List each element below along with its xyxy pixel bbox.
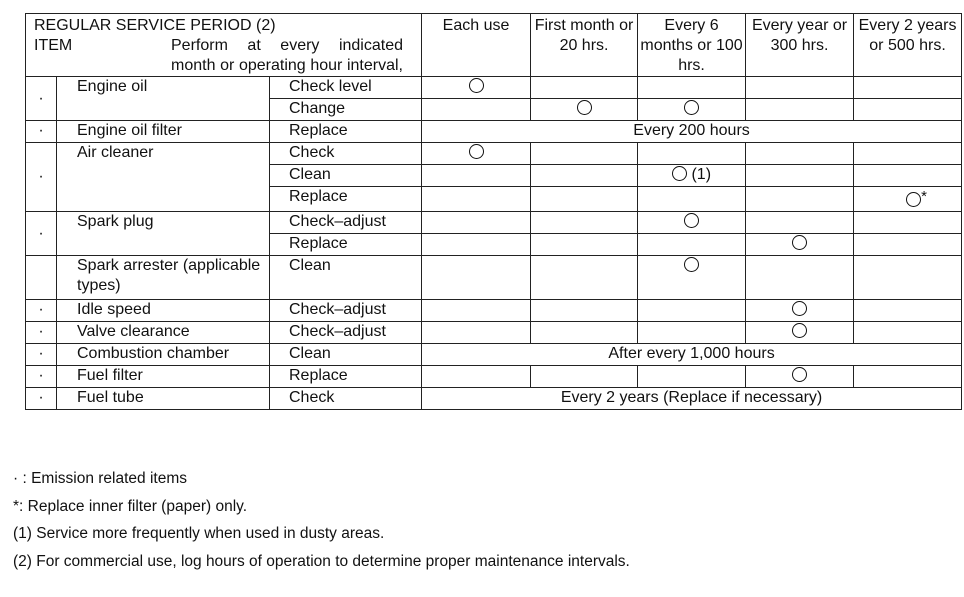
schedule-cell: [746, 187, 854, 212]
item-name: Engine oil filter: [57, 121, 270, 143]
item-action: Replace: [270, 366, 422, 388]
schedule-cell: [531, 322, 638, 344]
item-name: Air cleaner: [57, 143, 270, 212]
schedule-cell: [531, 212, 638, 234]
item-name: Combustion chamber: [57, 344, 270, 366]
schedule-cell: [854, 99, 962, 121]
schedule-cell: [746, 143, 854, 165]
interval-span-text: Every 2 years (Replace if necessary): [422, 388, 962, 410]
col-first-month: First month or 20 hrs.: [531, 14, 638, 77]
schedule-mark-cell: [638, 256, 746, 300]
schedule-cell: [854, 234, 962, 256]
schedule-cell: [638, 366, 746, 388]
schedule-cell: [531, 77, 638, 99]
schedule-cell: [422, 187, 531, 212]
schedule-cell: [638, 143, 746, 165]
schedule-cell: [531, 143, 638, 165]
schedule-cell: [531, 165, 638, 187]
service-period-label: REGULAR SERVICE PERIOD (2): [34, 17, 276, 34]
circle-mark-icon: [684, 213, 699, 228]
schedule-mark-cell: [422, 143, 531, 165]
circle-mark-icon: [906, 192, 921, 207]
header-row: [26, 14, 962, 77]
item-name: Valve clearance: [57, 322, 270, 344]
schedule-cell: [531, 300, 638, 322]
circle-mark-icon: [469, 144, 484, 159]
schedule-cell: [746, 212, 854, 234]
item-action: Check–adjust: [270, 322, 422, 344]
schedule-cell: [531, 256, 638, 300]
item-label: ITEM: [34, 37, 73, 54]
schedule-cell: [854, 300, 962, 322]
circle-mark-icon: [792, 323, 807, 338]
emission-dot: ·: [26, 300, 57, 322]
schedule-cell: [854, 256, 962, 300]
schedule-cell: [422, 300, 531, 322]
item-action: Check: [270, 143, 422, 165]
item-action: Clean: [270, 256, 422, 300]
table-row: [26, 212, 962, 234]
item-name: Engine oil: [57, 77, 270, 121]
schedule-mark-cell: [746, 322, 854, 344]
footnote-dusty-areas: (1) Service more frequently when used in dusty areas.: [13, 525, 385, 542]
emission-dot: ·: [26, 366, 57, 388]
schedule-mark-cell: [746, 234, 854, 256]
maintenance-schedule-table: [25, 13, 962, 410]
schedule-cell: [854, 212, 962, 234]
table-row: [26, 300, 962, 322]
item-action: Clean: [270, 344, 422, 366]
schedule-cell: [531, 187, 638, 212]
schedule-mark-cell: [638, 212, 746, 234]
schedule-mark-cell: [746, 366, 854, 388]
item-action: Replace: [270, 234, 422, 256]
schedule-mark-cell: [638, 165, 746, 187]
table-row: [26, 143, 962, 165]
footnote-ref: *: [921, 188, 927, 205]
schedule-cell: [638, 300, 746, 322]
schedule-cell: [422, 165, 531, 187]
item-name: Spark plug: [57, 212, 270, 256]
schedule-cell: [746, 165, 854, 187]
item-action: Clean: [270, 165, 422, 187]
item-action: Check level: [270, 77, 422, 99]
footnote-ref: (1): [691, 166, 712, 183]
table-row: [26, 121, 962, 143]
emission-dot: ·: [26, 344, 57, 366]
emission-dot: ·: [26, 388, 57, 410]
circle-mark-icon: [792, 235, 807, 250]
col-each-use: Each use: [422, 14, 531, 77]
emission-dot: ·: [26, 143, 57, 212]
table-row: [26, 366, 962, 388]
schedule-cell: [531, 234, 638, 256]
schedule-cell: [422, 322, 531, 344]
item-name: Idle speed: [57, 300, 270, 322]
col-every-6-months: Every 6 months or 100 hrs.: [638, 14, 746, 77]
schedule-cell: [854, 77, 962, 99]
emission-dot: ·: [26, 322, 57, 344]
schedule-cell: [422, 234, 531, 256]
item-action: Check–adjust: [270, 300, 422, 322]
schedule-cell: [422, 366, 531, 388]
circle-mark-icon: [792, 301, 807, 316]
schedule-cell: [854, 322, 962, 344]
schedule-cell: [854, 165, 962, 187]
table-row: [26, 388, 962, 410]
footnote-commercial-use: (2) For commercial use, log hours of operation to determine proper maintenance intervals.: [13, 552, 630, 570]
schedule-cell: [638, 322, 746, 344]
circle-mark-icon: [792, 367, 807, 382]
item-action: Check–adjust: [270, 212, 422, 234]
item-action: Replace: [270, 187, 422, 212]
interval-span-text: After every 1,000 hours: [422, 344, 962, 366]
schedule-mark-cell: [746, 300, 854, 322]
table-row: [26, 344, 962, 366]
schedule-cell: [422, 212, 531, 234]
emission-dot: ·: [26, 77, 57, 121]
emission-dot-empty: [26, 256, 57, 300]
col-every-2-years: Every 2 years or 500 hrs.: [854, 14, 962, 77]
circle-mark-icon: [672, 166, 687, 181]
emission-dot: ·: [26, 121, 57, 143]
schedule-cell: [638, 234, 746, 256]
perform-instruction: Perform at every indicated month or operating hour interval,: [171, 37, 403, 74]
item-action: Replace: [270, 121, 422, 143]
schedule-cell: [531, 366, 638, 388]
header-item-cell: [26, 14, 422, 77]
item-name: Spark arrester (applicable types): [57, 256, 270, 300]
schedule-cell: [854, 366, 962, 388]
item-action: Change: [270, 99, 422, 121]
table-row: [26, 77, 962, 99]
circle-mark-icon: [684, 100, 699, 115]
col-every-year: Every year or 300 hrs.: [746, 14, 854, 77]
footnote-inner-filter: *: Replace inner filter (paper) only.: [13, 497, 248, 515]
schedule-mark-cell: [422, 77, 531, 99]
circle-mark-icon: [469, 78, 484, 93]
footnote-emission: · : Emission related items: [13, 470, 187, 487]
schedule-cell: [746, 256, 854, 300]
schedule-mark-cell: [531, 99, 638, 121]
schedule-mark-cell: [854, 187, 962, 212]
item-name: Fuel tube: [57, 388, 270, 410]
item-name: Fuel filter: [57, 366, 270, 388]
schedule-cell: [854, 143, 962, 165]
circle-mark-icon: [577, 100, 592, 115]
table-row: [26, 256, 962, 300]
emission-dot: ·: [26, 212, 57, 256]
schedule-cell: [422, 256, 531, 300]
schedule-cell: [422, 99, 531, 121]
table-row: [26, 322, 962, 344]
schedule-cell: [746, 99, 854, 121]
interval-span-text: Every 200 hours: [422, 121, 962, 143]
footnotes: [13, 469, 630, 579]
circle-mark-icon: [684, 257, 699, 272]
item-action: Check: [270, 388, 422, 410]
schedule-mark-cell: [638, 99, 746, 121]
schedule-cell: [638, 187, 746, 212]
schedule-cell: [638, 77, 746, 99]
schedule-cell: [746, 77, 854, 99]
